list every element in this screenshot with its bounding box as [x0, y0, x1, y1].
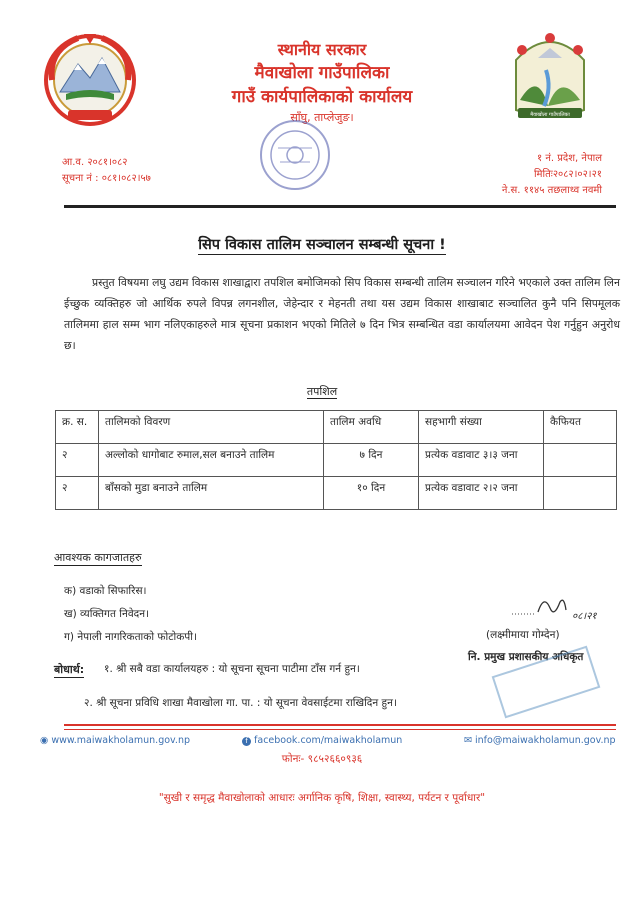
- cc-line-wards: १. श्री सबै वडा कार्यालयहरु : यो सूचना सूचना पाटीमा टाँस गर्न हुन।: [104, 663, 360, 675]
- footer-phone: फोनः- ९८५२६६०९३६: [281, 753, 363, 765]
- facebook-icon: f: [242, 737, 251, 746]
- table-row: [56, 444, 617, 477]
- footer-facebook[interactable]: [242, 735, 402, 746]
- signature-mark: [506, 590, 616, 626]
- cell-sn: २: [56, 444, 99, 477]
- table-caption-wrap: [0, 380, 644, 399]
- signatory-designation: नि. प्रमुख प्रशासकीय अधिकृत: [468, 651, 584, 663]
- cell-description: बाँसको मुडा बनाउने तालिम: [99, 477, 324, 510]
- cell-participants: प्रत्येक वडावाट ३।३ जना: [419, 444, 544, 477]
- document-item: ग) नेपाली नागरिकताको फोटोकपी।: [64, 631, 197, 643]
- province-label: १ नं. प्रदेश, नेपाल: [536, 153, 602, 164]
- col-header-participants: सहभागी संख्या: [419, 411, 544, 444]
- table-header-row: [56, 411, 617, 444]
- training-table: [55, 410, 617, 510]
- mail-icon: ✉: [464, 735, 472, 746]
- table-row: [56, 477, 617, 510]
- cell-duration: ७ दिन: [324, 444, 419, 477]
- cell-sn: २: [56, 477, 99, 510]
- fiscal-year: आ.व. २०८१।०८२: [62, 157, 128, 168]
- footer-slogan: "सुखी र समृद्ध मैवाखोलाको आधारः अर्गानिक कृषि, शिक्षा, स्वास्थ्य, पर्यटन र पूर्वाधार": [158, 792, 486, 804]
- col-header-description: तालिमको विवरण: [99, 411, 324, 444]
- nepal-samvat-date: ने.स. ११४५ तछलाथ्व नवमी: [501, 185, 602, 196]
- cell-participants: प्रत्येक वडावाट २।२ जना: [419, 477, 544, 510]
- document-item: ख) व्यक्तिगत निवेदन।: [64, 608, 150, 620]
- email-link[interactable]: info@maiwakholamun.gov.np: [475, 735, 616, 746]
- cc-line-it-section: २. श्री सूचना प्रविधि शाखा मैवाखोला गा. पा. : यो सूचना वेवसाईटमा राखिदिन हुन।: [84, 697, 397, 709]
- office-seal-stamp: [258, 118, 332, 192]
- svg-text:मैवाखोला गाउँपालिका: मैवाखोला गाउँपालिका: [530, 112, 570, 118]
- footer-divider-bottom: [64, 729, 616, 730]
- header-line-office: गाउँ कार्यपालिकाको कार्यालय: [231, 87, 413, 107]
- facebook-link[interactable]: facebook.com/maiwakholamun: [254, 735, 403, 746]
- globe-icon: ◉: [40, 735, 49, 746]
- cc-label: बोधार्थ:: [54, 663, 85, 676]
- signature-date: ०८।२१: [572, 611, 597, 622]
- document-item: क) वडाको सिफारिस।: [64, 585, 147, 597]
- table-caption: तपशिल: [306, 385, 338, 398]
- notice-date: मितिः२०८२।०२।२१: [533, 169, 602, 180]
- cell-remarks: [544, 477, 617, 510]
- footer-divider-top: [64, 724, 616, 726]
- header-line-address: साँघु, ताप्लेजुङ।: [290, 111, 354, 124]
- cell-description: अल्लोको धागोबाट रुमाल,सल बनाउने तालिम: [99, 444, 324, 477]
- header-line-local-gov: स्थानीय सरकार: [277, 40, 367, 59]
- col-header-duration: तालिम अवधि: [324, 411, 419, 444]
- notice-body: प्रस्तुत विषयमा लघु उद्यम विकास शाखाद्वारा तपशिल बमोजिमको सिप विकास सम्बन्धी तालिम सञ्चालन गरिने भएकाले उक्त तालिम लिन ईच्छुक व्यक्तिहरु जो आर्थिक रुपले विपन्न लगनशील, जेहेन्दार र मेहनती तथा यस उद्यम विकास शाखाबाट सञ्चालित कुनै पनि सिपमूलक तालिममा हाल सम्म भाग नलिएकाहरुले मात्र सूचना प्रकाशन भएको मितिले ७ दिन भित्र सम्बन्धित वडा कार्यालयमा आवेदन पेश गर्नुहुन अनुरोध छ।: [64, 276, 620, 352]
- notice-title-wrap: [0, 234, 644, 254]
- website-link[interactable]: www.maiwakholamun.gov.np: [51, 735, 191, 746]
- cell-remarks: [544, 444, 617, 477]
- header-divider: [64, 205, 616, 208]
- col-header-sn: क्र. स.: [56, 411, 99, 444]
- documents-heading: आवश्यक कागजातहरु: [54, 551, 142, 564]
- footer-website[interactable]: [40, 735, 190, 746]
- footer-email[interactable]: [464, 735, 616, 746]
- notice-title: सिप विकास तालिम सञ्चालन सम्बन्धी सूचना !: [198, 237, 446, 253]
- col-header-remarks: कैफियत: [544, 411, 617, 444]
- signatory-name: (लक्ष्मीमाया गोम्देन): [486, 629, 560, 641]
- header-line-municipality: मैवाखोला गाउँपालिका: [254, 63, 390, 83]
- notice-number: सूचना नं : ०८१।०८२।५७: [62, 173, 151, 184]
- cell-duration: १० दिन: [324, 477, 419, 510]
